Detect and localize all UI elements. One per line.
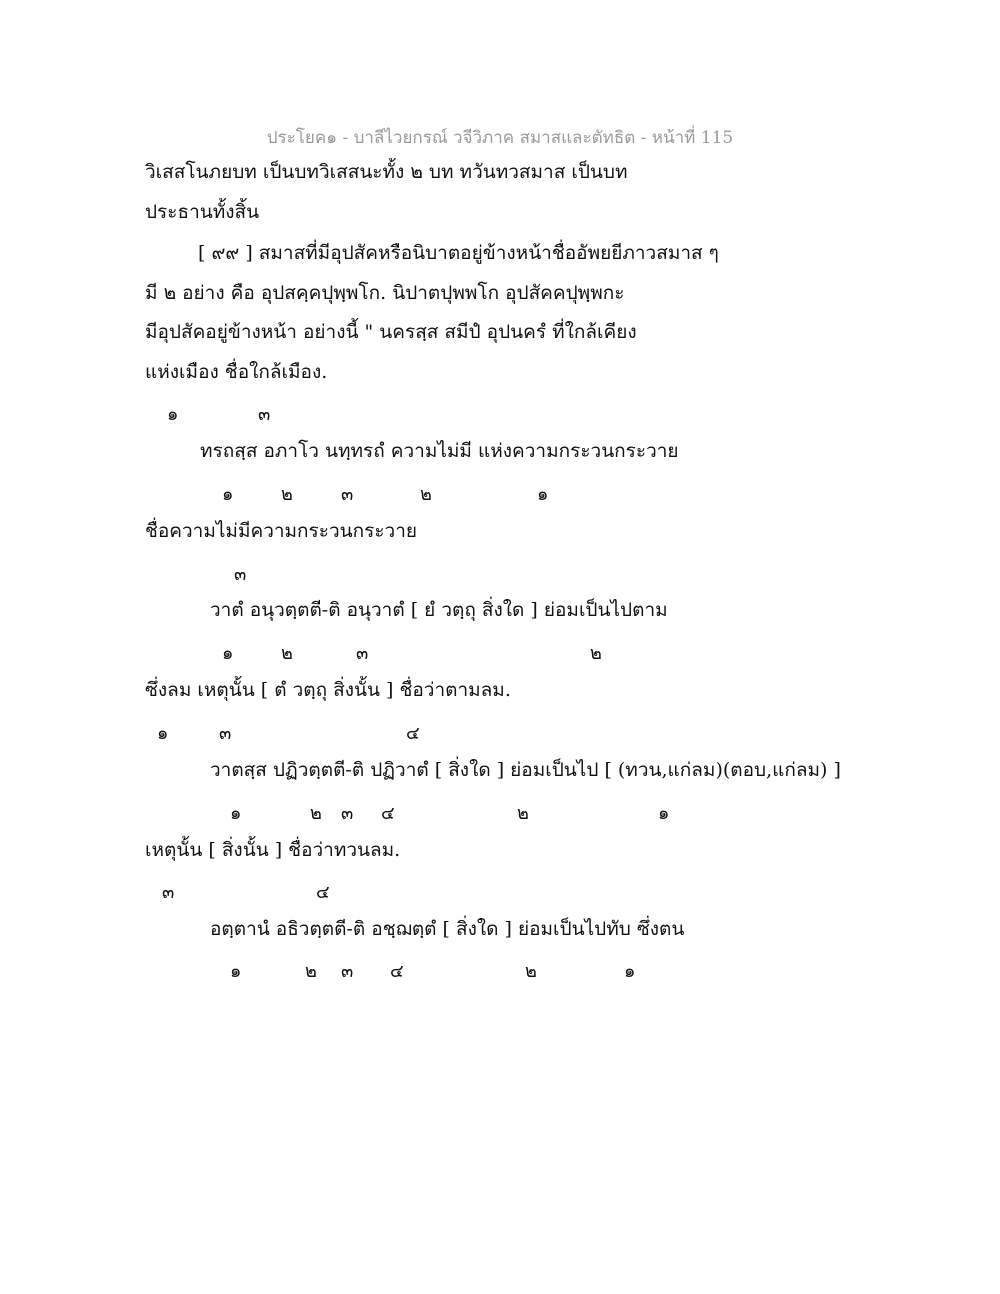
meaning-line: เหตุนั้น [ สิ่งนั้น ] ชื่อว่าทวนลม. xyxy=(145,839,401,861)
section-heading-line: [ ๙๙ ] สมาสที่มีอุปสัคหรือนิบาตอยู่ข้างหน้าชื่ออัพยยีภาวสมาส ๆ xyxy=(198,242,719,264)
word-order-mark: ๒ xyxy=(420,484,432,505)
word-order-mark: ๒ xyxy=(310,803,322,824)
word-order-mark: ๑ xyxy=(222,643,234,664)
body-line: มีอุปสัคอยู่ข้างหน้า อย่างนี้ " นครสฺส สมีปํ อุปนครํ ที่ใกล้เคียง xyxy=(145,321,637,343)
word-order-mark: ๑ xyxy=(230,803,242,824)
pali-line: วาตสฺส ปฏิวตฺตตี-ติ ปฏิวาตํ [ สิ่งใด ] ย่อมเป็นไป [ (ทวน,แก่ลม)(ตอบ,แก่ลม) ] xyxy=(210,759,841,781)
meaning-line: ชื่อความไม่มีความกระวนกระวาย xyxy=(145,520,418,542)
word-order-mark: ๑ xyxy=(658,803,670,824)
word-order-mark: ๒ xyxy=(281,484,293,505)
word-order-mark: ๓ xyxy=(234,564,247,585)
body-line: วิเสสโนภยบท เป็นบทวิเสสนะทั้ง ๒ บท ทวันทวสมาส เป็นบท xyxy=(145,161,628,183)
word-order-mark: ๒ xyxy=(590,643,602,664)
word-order-mark: ๓ xyxy=(341,484,354,505)
pali-line: ทรถสฺส อภาโว นทฺทรถํ ความไม่มี แห่งความกระวนกระวาย xyxy=(200,440,679,462)
word-order-mark: ๓ xyxy=(356,643,369,664)
word-order-mark: ๑ xyxy=(222,484,234,505)
body-line: แห่งเมือง ชื่อใกล้เมือง. xyxy=(145,361,328,383)
body-line: ประธานทั้งสิ้น xyxy=(145,201,260,223)
word-order-mark: ๑ xyxy=(537,484,549,505)
word-order-mark: ๓ xyxy=(341,803,354,824)
page-header: ประโยค๑ - บาลีไวยกรณ์ วจีวิภาค สมาสและตัทธิต - หน้าที่ 115 xyxy=(266,128,734,148)
pali-line: วาตํ อนุวตฺตตี-ติ อนุวาตํ [ ยํ วตฺถุ สิ่งใด ] ย่อมเป็นไปตาม xyxy=(210,599,668,621)
word-order-mark: ๓ xyxy=(258,404,271,425)
word-order-mark: ๒ xyxy=(305,961,317,982)
word-order-mark: ๔ xyxy=(390,961,404,982)
word-order-mark: ๒ xyxy=(281,643,293,664)
word-order-mark: ๒ xyxy=(525,961,537,982)
word-order-mark: ๑ xyxy=(230,961,242,982)
word-order-mark: ๔ xyxy=(316,882,330,903)
word-order-mark: ๑ xyxy=(624,961,636,982)
word-order-mark: ๔ xyxy=(406,723,420,744)
meaning-line: ซึ่งลม เหตุนั้น [ ตํ วตฺถุ สิ่งนั้น ] ชื่อว่าตามลม. xyxy=(145,679,511,701)
body-line: มี ๒ อย่าง คือ อุปสคฺคปุพฺพโก. นิปาตปุพพโก อุปสัคคปุพฺพกะ xyxy=(145,282,625,304)
pali-line: อตฺตานํ อธิวตฺตตี-ติ อชฺฌตฺตํ [ สิ่งใด ] ย่อมเป็นไปทับ ซึ่งตน xyxy=(210,918,685,940)
word-order-mark: ๑ xyxy=(157,723,169,744)
word-order-mark: ๒ xyxy=(517,803,529,824)
word-order-mark: ๔ xyxy=(381,803,395,824)
word-order-mark: ๓ xyxy=(219,723,232,744)
word-order-mark: ๑ xyxy=(167,404,179,425)
word-order-mark: ๓ xyxy=(341,961,354,982)
word-order-mark: ๓ xyxy=(162,882,175,903)
